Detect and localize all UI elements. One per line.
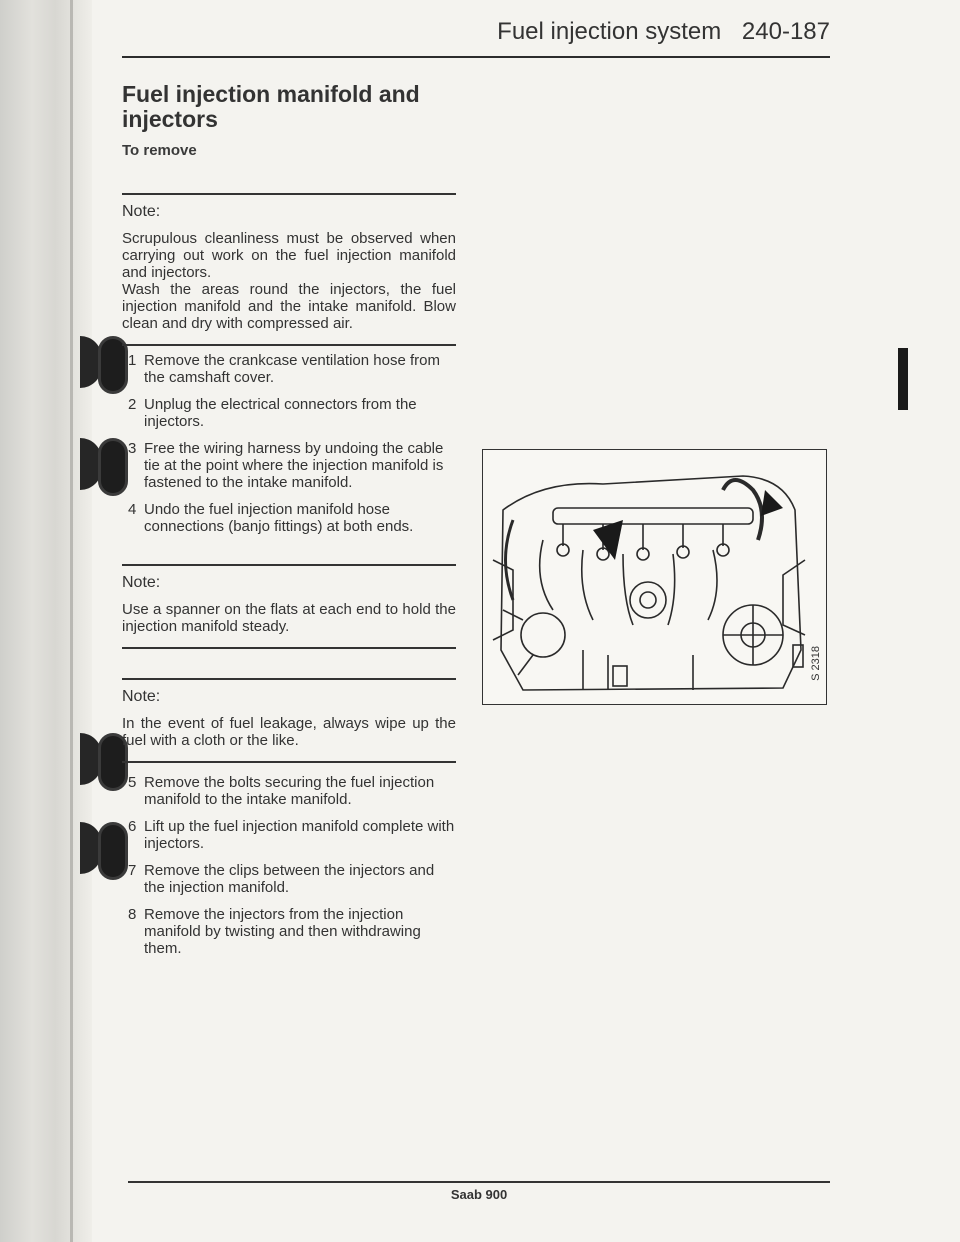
engine-line-drawing [483,450,826,704]
note-paragraph: Scrupulous cleanliness must be observed when carrying out work on the fuel injection manifold and injectors. [122,230,456,281]
step-number: 1 [128,352,137,369]
section-title: Fuel injection manifold and injectors [122,81,420,132]
note-label: Note: [122,688,161,705]
step-text: Undo the fuel injection manifold hose connections (banjo fittings) at both ends. [144,501,414,535]
step-number: 2 [128,396,137,413]
section-tab-marker [80,438,130,490]
step-number: 5 [128,774,137,791]
procedure-step [128,774,458,808]
step-number: 3 [128,440,137,457]
note-label: Note: [122,203,161,220]
procedure-subtitle: To remove [122,142,197,159]
procedure-step [128,352,458,386]
procedure-step [128,396,458,430]
figure-code: S 2318 [810,646,822,681]
page-header [122,18,830,58]
note-box-cleanliness [122,193,456,346]
procedure-step [128,818,458,852]
procedure-step [128,862,458,896]
step-number: 8 [128,906,137,923]
note-box-fuel-leakage [122,678,456,763]
step-text: Remove the crankcase ventilation hose from the camshaft cover. [144,352,440,386]
step-text: Unplug the electrical connectors from the injectors. [144,396,417,430]
procedure-steps-5-8 [128,774,458,967]
footer-model: Saab 900 [450,1187,508,1202]
header-page-number: 240-187 [741,18,830,45]
step-text: Remove the clips between the injectors and the injection manifold. [144,862,435,896]
procedure-step [128,440,458,491]
step-text: Remove the bolts securing the fuel injection manifold to the intake manifold. [144,774,435,808]
step-text: Free the wiring harness by undoing the cable tie at the point where the injection manifold is fastened to the intake manifold. [144,440,444,491]
step-number: 6 [128,818,137,835]
page-footer [128,1181,830,1202]
note-paragraph: In the event of fuel leakage, always wipe up the fuel with a cloth or the like. [122,715,456,749]
note-paragraph: Wash the areas round the injectors, the fuel injection manifold and the intake manifold. Blow clean and dry with compressed air. [122,281,456,332]
step-number: 4 [128,501,137,518]
header-section-title: Fuel injection system [497,18,722,45]
step-text: Remove the injectors from the injection manifold by twisting and then withdrawing them. [144,906,421,957]
page-binding-edge [0,0,92,1242]
step-text: Lift up the fuel injection manifold complete with injectors. [144,818,455,852]
note-box-spanner [122,564,456,649]
margin-change-bar [898,348,908,410]
procedure-steps-1-4 [128,352,458,545]
step-number: 7 [128,862,137,879]
note-paragraph: Use a spanner on the flats at each end to hold the injection manifold steady. [122,601,456,635]
note-label: Note: [122,574,161,591]
section-tab-marker [80,822,130,874]
procedure-step [128,501,458,535]
procedure-step [128,906,458,957]
engine-illustration [482,449,827,705]
